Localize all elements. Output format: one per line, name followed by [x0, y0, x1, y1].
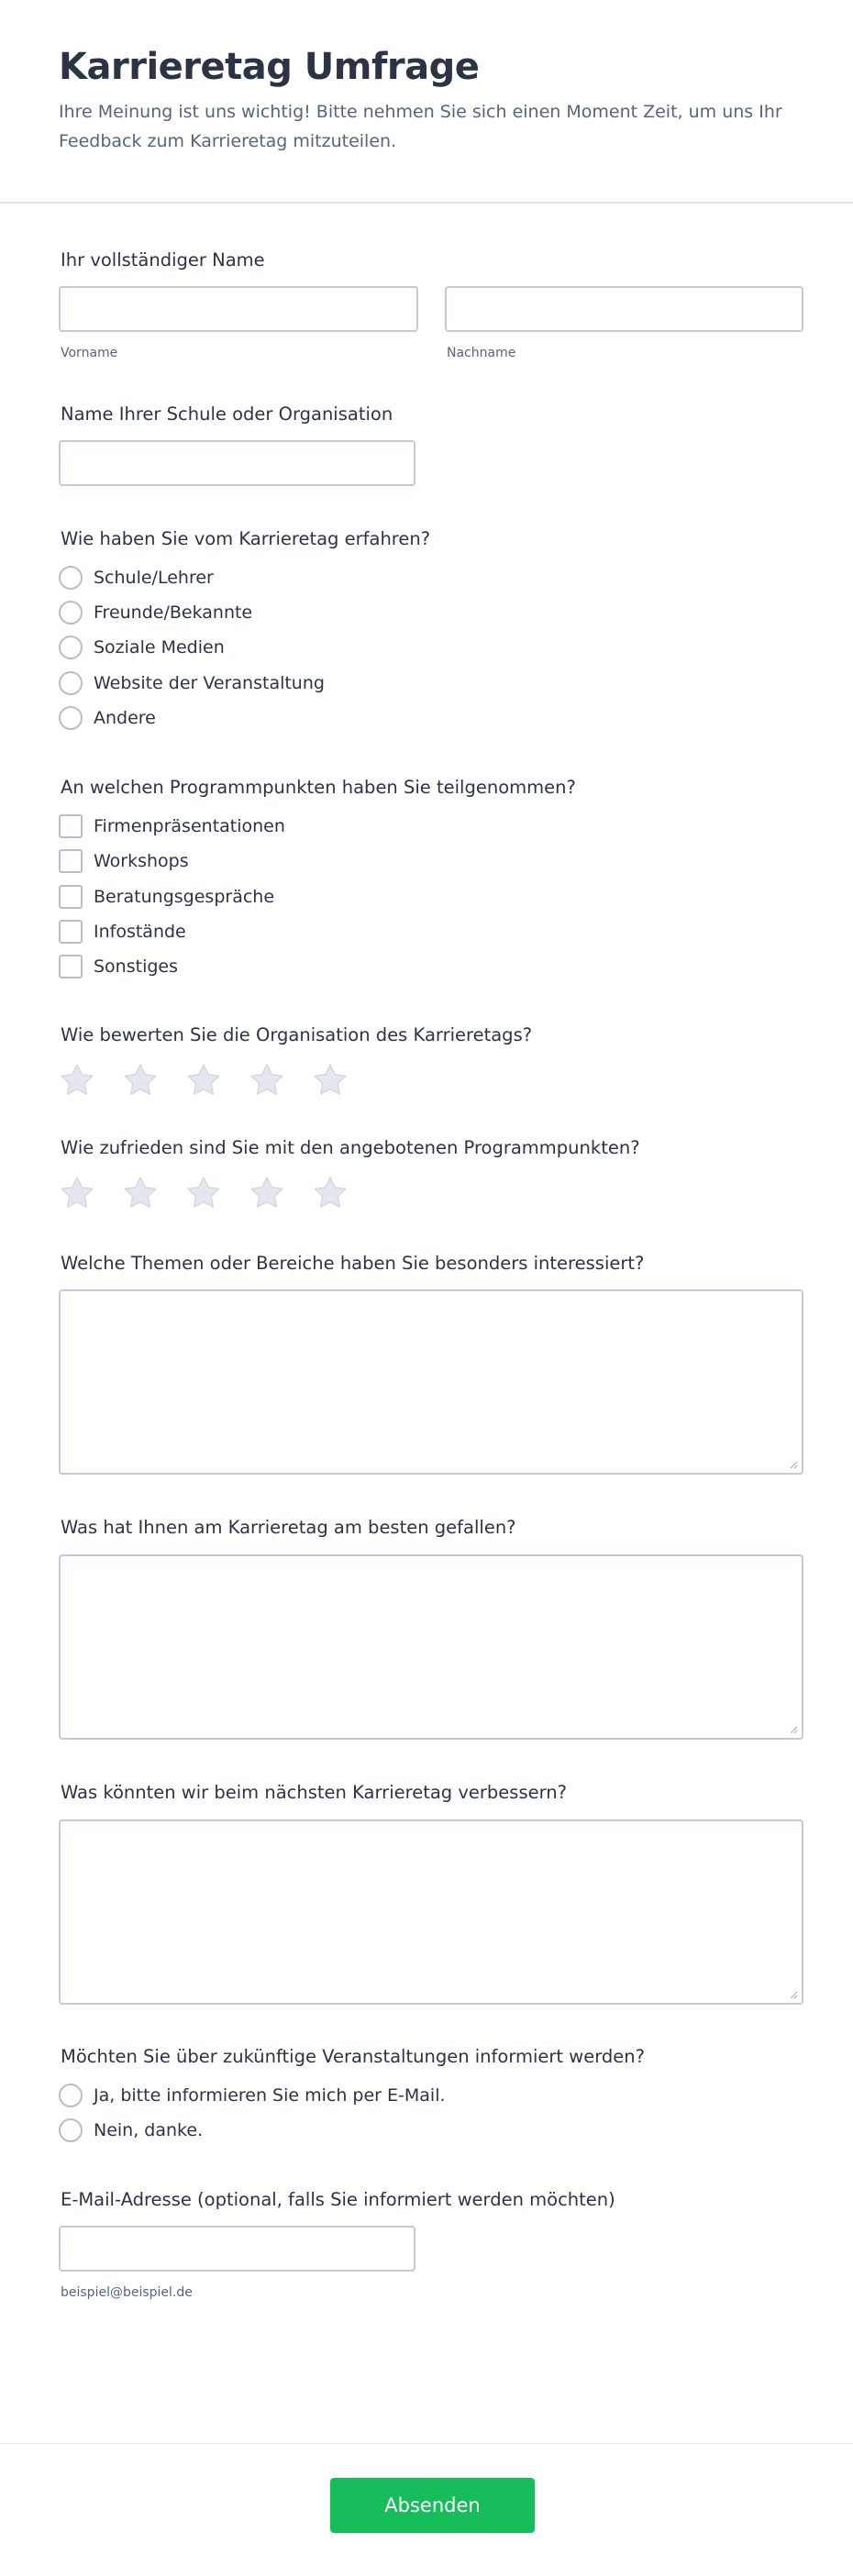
- program-option-label: Firmenpräsentationen: [94, 816, 285, 836]
- radio-button[interactable]: [59, 636, 83, 659]
- form-subtitle: Ihre Meinung ist uns wichtig! Bitte nehmen Sie sich einen Moment Zeit, um uns Ihr Feedback zum Karrieretag mitzuteilen.: [59, 102, 782, 151]
- resize-grip-icon[interactable]: [789, 1725, 798, 1734]
- source-option-label: Soziale Medien: [94, 637, 225, 658]
- program-option-label: Sonstiges: [94, 956, 179, 977]
- source-option-label: Andere: [94, 708, 156, 728]
- star-icon[interactable]: [249, 1062, 285, 1099]
- school-input[interactable]: [59, 440, 415, 486]
- form-title: Karrieretag Umfrage: [59, 46, 480, 88]
- program-option[interactable]: [59, 955, 178, 978]
- checkbox[interactable]: [59, 885, 83, 909]
- program-points-label: An welchen Programmpunkten haben Sie teilgenommen?: [61, 777, 576, 798]
- full-name-label: Ihr vollständiger Name: [61, 249, 265, 271]
- first-name-input[interactable]: [59, 286, 418, 332]
- source-label: Wie haben Sie vom Karrieretag erfahren?: [61, 528, 431, 549]
- program-option-label: Workshops: [94, 851, 189, 871]
- notify-option-label: Ja, bitte informieren Sie mich per E-Mail.: [94, 2085, 446, 2106]
- source-option-label: Schule/Lehrer: [94, 568, 214, 588]
- checkbox[interactable]: [59, 920, 83, 944]
- radio-button[interactable]: [59, 566, 83, 590]
- radio-button[interactable]: [59, 601, 83, 625]
- source-option[interactable]: [59, 636, 225, 659]
- improve-label: Was könnten wir beim nächsten Karrieretag verbessern?: [61, 1782, 567, 1803]
- program-option-label: Infostände: [94, 922, 186, 942]
- first-name-sublabel: Vorname: [61, 346, 118, 360]
- source-option-label: Freunde/Bekannte: [94, 603, 253, 623]
- program-option-label: Beratungsgespräche: [94, 887, 275, 907]
- program-option[interactable]: [59, 849, 189, 873]
- notify-label: Möchten Sie über zukünftige Veranstaltungen informiert werden?: [61, 2046, 645, 2067]
- liked-label: Was hat Ihnen am Karrieretag am besten gefallen?: [61, 1517, 516, 1538]
- program-option[interactable]: [59, 814, 285, 838]
- topics-label: Welche Themen oder Bereiche haben Sie besonders interessiert?: [61, 1253, 645, 1274]
- source-option[interactable]: [59, 566, 214, 590]
- email-input[interactable]: [59, 2226, 415, 2272]
- form-header: [0, 0, 853, 204]
- resize-grip-icon[interactable]: [789, 1460, 798, 1469]
- resize-grip-icon[interactable]: [789, 1990, 798, 1999]
- radio-button[interactable]: [59, 706, 83, 730]
- improve-textarea[interactable]: [59, 1819, 803, 2005]
- rating-program-stars: [59, 1175, 375, 1211]
- last-name-sublabel: Nachname: [447, 346, 516, 360]
- star-icon[interactable]: [312, 1175, 349, 1211]
- school-label: Name Ihrer Schule oder Organisation: [61, 404, 393, 425]
- source-option[interactable]: [59, 601, 252, 625]
- source-option[interactable]: [59, 671, 325, 695]
- rating-organization-stars: [59, 1062, 375, 1099]
- notify-option[interactable]: [59, 2084, 446, 2107]
- program-option[interactable]: [59, 920, 186, 944]
- topics-textarea[interactable]: [59, 1289, 803, 1475]
- radio-button[interactable]: [59, 671, 83, 695]
- source-option-label: Website der Veranstaltung: [94, 673, 325, 693]
- source-option[interactable]: [59, 706, 156, 730]
- notify-option[interactable]: [59, 2118, 203, 2142]
- notify-option-label: Nein, danke.: [94, 2120, 204, 2140]
- star-icon[interactable]: [59, 1175, 95, 1211]
- program-option[interactable]: [59, 885, 274, 909]
- star-icon[interactable]: [249, 1175, 285, 1211]
- email-label: E-Mail-Adresse (optional, falls Sie informiert werden möchten): [61, 2189, 615, 2210]
- liked-textarea[interactable]: [59, 1554, 803, 1740]
- star-icon[interactable]: [122, 1062, 159, 1099]
- checkbox[interactable]: [59, 955, 83, 978]
- email-sublabel: beispiel@beispiel.de: [61, 2285, 193, 2300]
- star-icon[interactable]: [312, 1062, 349, 1099]
- submit-button[interactable]: Absenden: [330, 2478, 535, 2533]
- star-icon[interactable]: [122, 1175, 159, 1211]
- checkbox[interactable]: [59, 814, 83, 838]
- last-name-input[interactable]: [445, 286, 803, 332]
- star-icon[interactable]: [185, 1062, 222, 1099]
- rating-program-label: Wie zufrieden sind Sie mit den angebotenen Programmpunkten?: [61, 1137, 640, 1158]
- radio-button[interactable]: [59, 2084, 83, 2107]
- footer-divider: [0, 2443, 853, 2444]
- star-icon[interactable]: [59, 1062, 95, 1099]
- rating-organization-label: Wie bewerten Sie die Organisation des Karrieretags?: [61, 1024, 533, 1045]
- star-icon[interactable]: [185, 1175, 222, 1211]
- radio-button[interactable]: [59, 2118, 83, 2142]
- checkbox[interactable]: [59, 849, 83, 873]
